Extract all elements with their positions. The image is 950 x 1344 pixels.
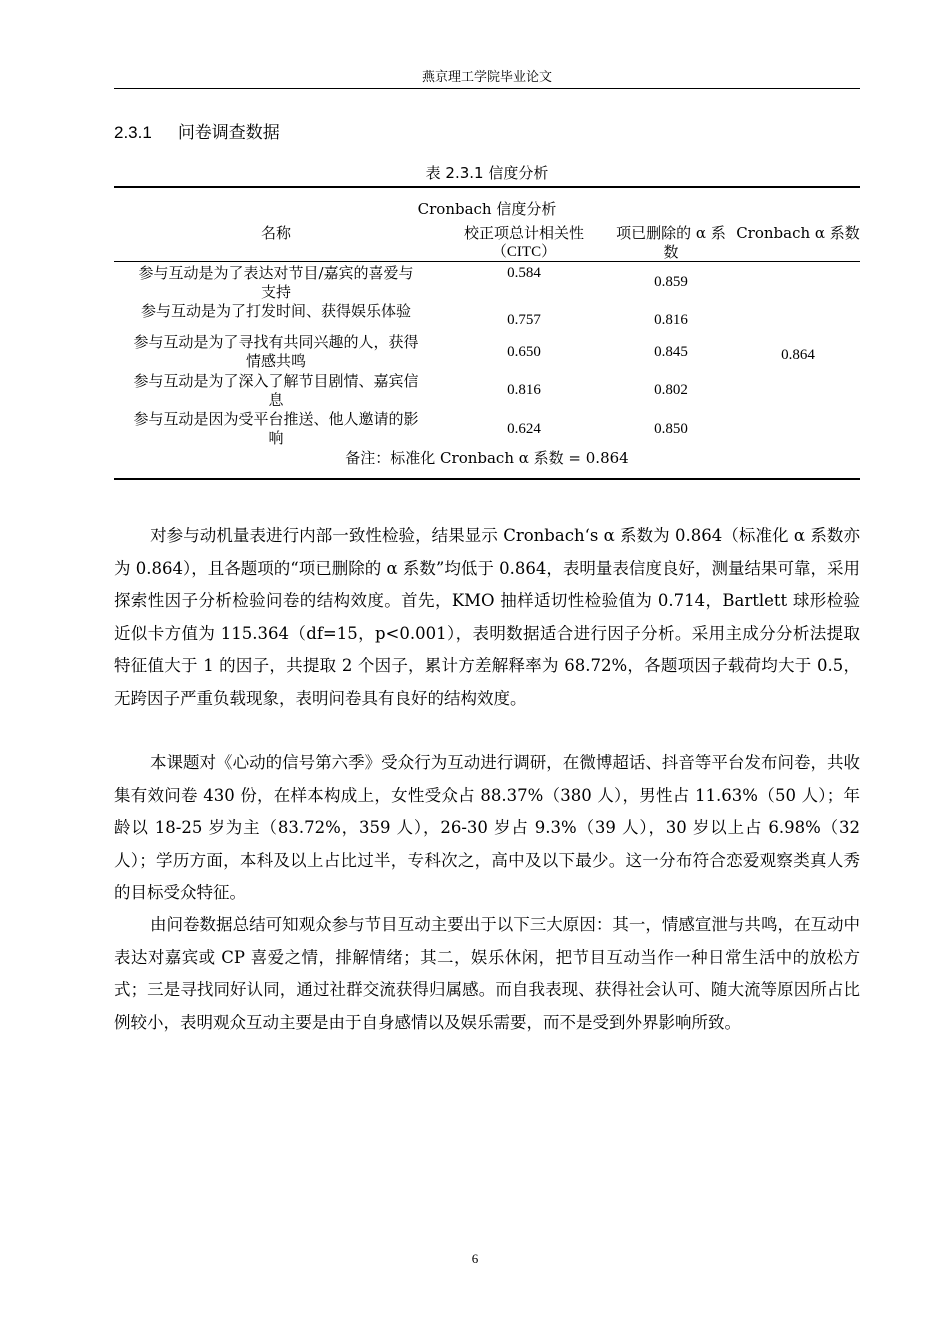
row-1-name-line2: 支持 <box>260 283 291 301</box>
row-3-citc: 0.650 <box>507 344 541 360</box>
row-1-name-line1: 参与互动是为了表达对节目/嘉宾的喜爱与 <box>138 264 414 282</box>
row-5-name-line1: 参与互动是因为受平台推送、他人邀请的影 <box>133 410 419 428</box>
section-heading <box>114 118 280 143</box>
row-4-name-line2: 息 <box>268 391 284 409</box>
body-paragraph-2-text: 本课题对《心动的信号第六季》受众行为互动进行调研，在微博超话、抖音等平台发布问卷，共收集有效问卷 430 份，在样本构成上，女性受众占 88.37%（380 人），男性占 11.63%（50 人）；年龄以 18-25 岁为主（83.72%，359 人），26-30 岁占 9.3%（39 人），30 岁以上占 6.98%（32 人）；学历方面，本科及以上占比过半，专科次之，高中及以下最少。这一分布符合恋爱观察类真人秀的目标受众特征。 <box>114 753 860 902</box>
row-4-citc: 0.816 <box>507 382 541 398</box>
section-title: 问卷调查数据 <box>177 123 280 143</box>
col-header-citc-sub: （CITC） <box>491 244 557 260</box>
col-header-deleted-alpha: 项已删除的 α 系 <box>616 224 726 242</box>
body-paragraph-1 <box>114 520 860 715</box>
row-4-alpha: 0.802 <box>654 382 688 398</box>
row-5-citc: 0.624 <box>507 421 541 437</box>
table-bottom-rule <box>114 478 860 480</box>
body-paragraph-3-text: 由问卷数据总结可知观众参与节目互动主要出于以下三大原因：其一，情感宣泄与共鸣，在互动中表达对嘉宾或 CP 喜爱之情，排解情绪；其二，娱乐休闲，把节目互动当作一种日常生活中的放松方式；三是寻找同好认同，通过社群交流获得归属感。而自我表现、获得社会认可、随大流等原因所占比例较小，表明观众互动主要是由于自身感情以及娱乐需要，而不是受到外界影响所致。 <box>114 915 860 1032</box>
row-5-name-line2: 响 <box>268 429 284 447</box>
row-3-alpha: 0.845 <box>654 344 688 360</box>
table-note: 备注：标准化 Cronbach α 系数 = 0.864 <box>345 449 629 467</box>
body-paragraph-2 <box>114 747 860 910</box>
cronbach-alpha-value: 0.864 <box>781 347 815 363</box>
row-2-alpha: 0.816 <box>654 312 688 328</box>
col-header-deleted-alpha-cont: 数 <box>663 243 679 261</box>
table-caption: 表 2.3.1 信度分析 <box>425 164 549 182</box>
col-header-citc: 校正项总计相关性 <box>463 224 584 242</box>
row-3-name-line1: 参与互动是为了寻找有共同兴趣的人，获得 <box>133 333 419 351</box>
col-header-cronbach: Cronbach α 系数 <box>736 224 860 242</box>
page-header: 燕京理工学院毕业论文 <box>421 70 552 85</box>
table-top-rule <box>114 186 860 188</box>
col-header-name: 名称 <box>260 224 291 242</box>
header-rule <box>114 88 860 89</box>
section-number: 2.3.1 <box>114 123 152 142</box>
row-2-citc: 0.757 <box>507 312 541 328</box>
row-1-citc: 0.584 <box>507 265 541 281</box>
row-2-name-line1: 参与互动是为了打发时间、获得娱乐体验 <box>140 302 411 320</box>
table-super-header: Cronbach 信度分析 <box>417 200 557 218</box>
row-4-name-line1: 参与互动是为了深入了解节目剧情、嘉宾信 <box>133 372 419 390</box>
table-header-rule <box>114 261 860 262</box>
page-number: 6 <box>471 1251 479 1266</box>
body-paragraph-1-text: 对参与动机量表进行内部一致性检验，结果显示 Cronbach‘s α 系数为 0.864（标准化 α 系数亦为 0.864），且各题项的“项已删除的 α 系数”均低于 0.864，表明量表信度良好，测量结果可靠，采用探索性因子分析检验问卷的结构效度。首先，KMO 抽样适切性检验值为 0.714，Bartlett 球形检验近似卡方值为 115.364（df=15，p<0.001），表明数据适合进行因子分析。采用主成分分析法提取特征值大于 1 的因子，共提取 2 个因子，累计方差解释率为 68.72%，各题项因子载荷均大于 0.5，无跨因子严重负载现象，表明问卷具有良好的结构效度。 <box>114 526 860 708</box>
row-1-alpha: 0.859 <box>654 274 688 290</box>
body-paragraph-3 <box>114 909 860 1039</box>
row-3-name-line2: 情感共鸣 <box>245 352 306 370</box>
row-5-alpha: 0.850 <box>654 421 688 437</box>
